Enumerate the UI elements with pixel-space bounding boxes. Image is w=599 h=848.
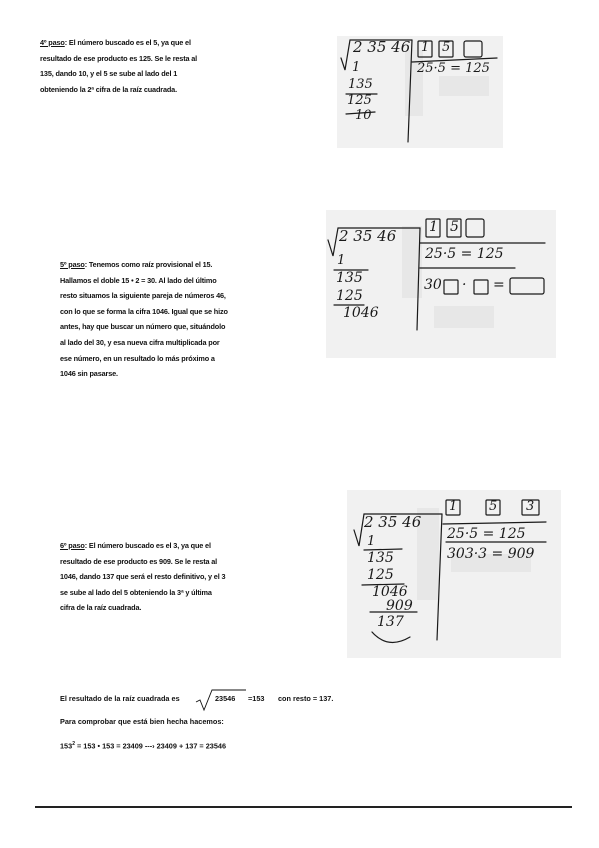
verification-equation bbox=[60, 741, 226, 750]
step-6-line-4: se sube al lado del 5 obteniendo la 3ª y última bbox=[60, 587, 212, 597]
step-5-line-6: al lado del 30, y esa nueva cifra multiplicada por bbox=[60, 337, 220, 347]
figure-step-6-row-3: 125 bbox=[367, 567, 394, 583]
figure-step-6-row-4: 1046 bbox=[372, 584, 408, 600]
figure-step-6-row-2: 135 bbox=[367, 550, 394, 566]
result-radicand: 23546 bbox=[215, 694, 236, 703]
step-6-line-3: 1046, dando 137 que será el resto definitivo, y el 3 bbox=[60, 572, 226, 582]
figure-step-5-row-3: 125 bbox=[336, 288, 363, 304]
step-5-label: 5º paso bbox=[60, 260, 85, 269]
figure-step-4-product: 25·5 = 125 bbox=[417, 61, 490, 76]
step-4-line-4: obteniendo la 2ª cifra de la raíz cuadrada. bbox=[40, 84, 177, 94]
step-4-line-2: resultado de ese producto es 125. Se le resta al bbox=[40, 53, 198, 63]
figure-step-6-box-1: 1 bbox=[449, 499, 458, 514]
figure-step-6-radicand: 2 35 46 bbox=[364, 513, 422, 531]
figure-step-5-row-2: 135 bbox=[336, 270, 363, 286]
figure-step-5-row-1: 1 bbox=[337, 253, 346, 268]
step-4-line-1: 4º paso: El número buscado es el 5, ya que el bbox=[40, 38, 191, 47]
verification-intro: Para comprobar que está bien hecha hacemos: bbox=[60, 717, 224, 726]
figure-step-4-box-2: 5 bbox=[442, 40, 451, 55]
step-5-line-5: antes, hay que buscar un número que, situándolo bbox=[60, 322, 226, 332]
step-4-line-3: 135, dando 10, y el 5 se sube al lado del 1 bbox=[40, 69, 178, 79]
result-remainder: con resto = 137. bbox=[278, 694, 334, 703]
step-6-line-1: 6º paso: El número buscado es el 3, ya que el bbox=[60, 541, 211, 550]
figure-step-4-box-1: 1 bbox=[421, 40, 430, 55]
figure-step-6-row-6: 137 bbox=[377, 614, 404, 630]
step-5-line-8: 1046 sin pasarse. bbox=[60, 369, 118, 379]
figure-step-5-next-factor: 30 bbox=[424, 277, 442, 293]
figure-step-5-row-4: 1046 bbox=[343, 305, 379, 321]
step-5-line-4: con lo que se forma la cifra 1046. Igual que se hizo bbox=[60, 306, 228, 316]
figure-step-4-row-2: 135 bbox=[348, 77, 373, 92]
figure-step-6-box-3: 3 bbox=[526, 499, 535, 514]
figure-step-4-row-1: 1 bbox=[352, 60, 361, 75]
figure-step-5-box-1: 1 bbox=[429, 219, 438, 235]
figure-step-6-row-5: 909 bbox=[386, 598, 413, 614]
result-value: =153 bbox=[248, 694, 265, 703]
verification-rest: = 153 • 153 = 23409 ---› 23409 + 137 = 23546 bbox=[77, 741, 227, 751]
figure-step-4-row-4: 10 bbox=[355, 108, 372, 123]
step-5-line-7: ese número, en un resultado lo más próximo a bbox=[60, 353, 215, 363]
step-4-label: 4º paso bbox=[40, 38, 65, 47]
figure-step-4-radicand: 2 35 46 bbox=[353, 38, 411, 56]
figure-step-5-product: 25·5 = 125 bbox=[425, 246, 504, 262]
result-prefix: El resultado de la raíz cuadrada es bbox=[60, 694, 180, 703]
verification-base: 153 bbox=[60, 741, 73, 751]
figure-step-5-radicand: 2 35 46 bbox=[339, 227, 397, 245]
step-6-line-5: cifra de la raíz cuadrada. bbox=[60, 603, 142, 613]
step-5-line-1: 5º paso: Tenemos como raíz provisional el 15. bbox=[60, 260, 213, 269]
figure-step-6-product-2: 303·3 = 909 bbox=[447, 546, 535, 562]
figure-step-5-equals: = bbox=[493, 277, 505, 293]
figure-step-5-dot: · bbox=[462, 277, 467, 293]
step-5-line-3: resto situamos la siguiente pareja de números 46, bbox=[60, 291, 226, 301]
figure-step-6-row-1: 1 bbox=[367, 534, 376, 549]
step-6-line-2: resultado de ese producto es 909. Se le resta al bbox=[60, 556, 218, 566]
figure-step-6-box-2: 5 bbox=[489, 499, 498, 514]
figure-step-6-product-1: 25·5 = 125 bbox=[447, 526, 526, 542]
figure-step-4-row-3: 125 bbox=[347, 93, 372, 108]
step-5-line-2: Hallamos el doble 15 • 2 = 30. Al lado del último bbox=[60, 275, 217, 285]
step-6-label: 6º paso bbox=[60, 541, 85, 550]
verification-exponent: 2 bbox=[72, 741, 75, 747]
footer-divider bbox=[35, 806, 572, 808]
figure-step-5-box-2: 5 bbox=[450, 219, 459, 235]
